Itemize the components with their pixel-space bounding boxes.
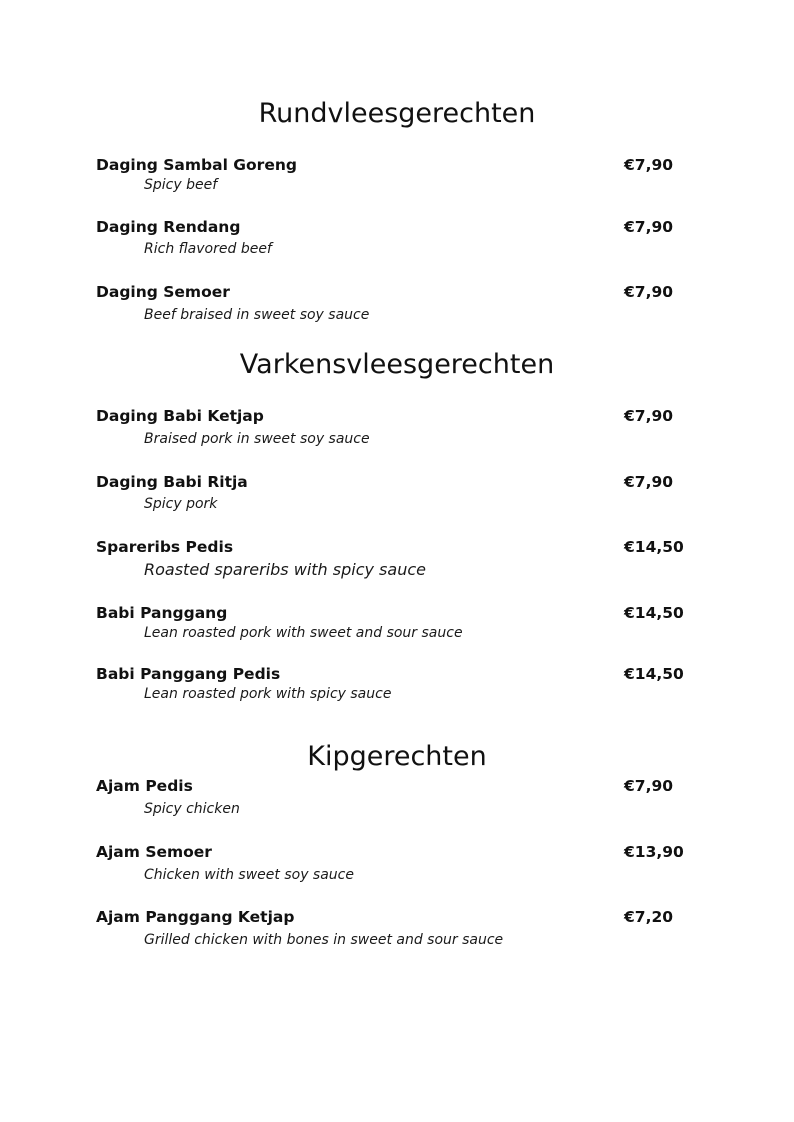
item-price: €7,90 [624, 473, 674, 491]
item-description: Rich flavored beef [144, 241, 272, 257]
item-name: Daging Babi Ketjap [96, 407, 264, 425]
item-name: Ajam Pedis [96, 777, 193, 795]
section-title-varkensvleesgerechten: Varkensvleesgerechten [239, 349, 555, 380]
section-title-kipgerechten: Kipgerechten [307, 741, 487, 772]
item-name: Ajam Panggang Ketjap [96, 908, 295, 926]
item-description: Spicy beef [144, 177, 218, 193]
item-description: Braised pork in sweet soy sauce [144, 431, 370, 447]
item-description: Roasted spareribs with spicy sauce [144, 560, 426, 579]
item-name: Daging Rendang [96, 218, 241, 236]
item-description: Spicy pork [144, 496, 218, 512]
item-name: Babi Panggang [96, 604, 228, 622]
section-title-rundvleesgerechten: Rundvleesgerechten [258, 98, 536, 129]
item-description: Lean roasted pork with sweet and sour sauce [144, 625, 463, 641]
item-price: €7,90 [624, 407, 674, 425]
item-description: Lean roasted pork with spicy sauce [144, 686, 392, 702]
item-price: €13,90 [624, 843, 684, 861]
item-price: €7,90 [624, 777, 674, 795]
item-name: Spareribs Pedis [96, 538, 234, 556]
item-name: Ajam Semoer [96, 843, 212, 861]
item-description: Beef braised in sweet soy sauce [144, 307, 370, 323]
item-price: €7,90 [624, 283, 674, 301]
item-name: Daging Babi Ritja [96, 473, 248, 491]
item-price: €7,20 [624, 908, 674, 926]
item-price: €14,50 [624, 604, 684, 622]
item-price: €14,50 [624, 538, 684, 556]
item-name: Daging Sambal Goreng [96, 156, 297, 174]
item-name: Daging Semoer [96, 283, 230, 301]
item-price: €7,90 [624, 156, 674, 174]
item-description: Spicy chicken [144, 801, 240, 817]
item-price: €7,90 [624, 218, 674, 236]
item-price: €14,50 [624, 665, 684, 683]
item-description: Grilled chicken with bones in sweet and sour sauce [144, 932, 504, 948]
item-description: Chicken with sweet soy sauce [144, 867, 354, 883]
item-name: Babi Panggang Pedis [96, 665, 281, 683]
